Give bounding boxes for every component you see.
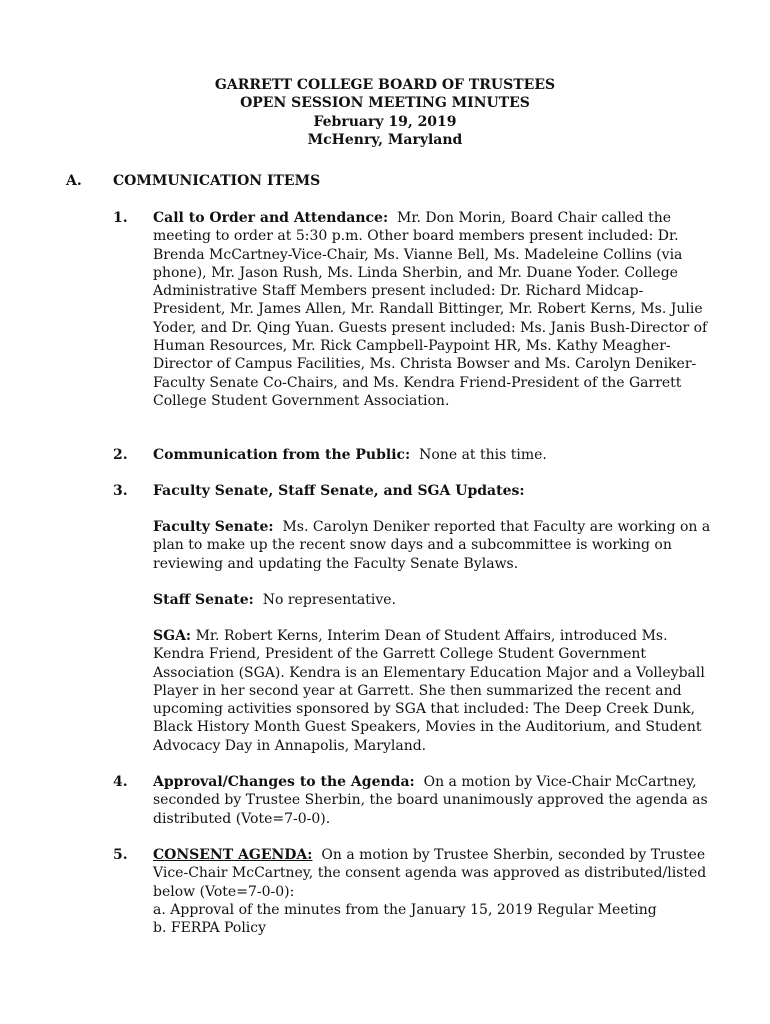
title-line-4: McHenry, Maryland <box>307 131 463 148</box>
item-number: 3. <box>113 483 128 499</box>
item-heading: CONSENT AGENDA: <box>153 847 313 863</box>
item-communication-public <box>153 446 713 464</box>
sub-heading: SGA: <box>153 628 192 644</box>
title-line-2: OPEN SESSION MEETING MINUTES <box>240 95 530 112</box>
title-line-1: GARRETT COLLEGE BOARD OF TRUSTEES <box>214 77 556 93</box>
staff-senate-update <box>153 591 713 609</box>
item-number: 2. <box>113 447 128 463</box>
sub-text: No representative. <box>262 592 396 608</box>
item-text: On a motion by Trustee Sherbin, seconded by Trustee Vice-Chair McCartney, the consent agenda was approved as distributed/listed below (Vote=7-0-0): <box>153 847 707 900</box>
item-text: None at this time. <box>419 447 547 463</box>
item-heading: Approval/Changes to the Agenda: <box>153 774 415 790</box>
item-consent-agenda <box>153 846 713 937</box>
sub-text: Ms. Carolyn Deniker reported that Faculty are working on a plan to make up the recent snow days and a subcommittee is working on reviewing and updating the Faculty Senate Bylaws. <box>153 519 711 572</box>
item-text: On a motion by Vice-Chair McCartney, seconded by Trustee Sherbin, the board unanimously approved the agenda as distributed (Vote=7-0-0). <box>153 774 708 827</box>
consent-list-item: a. Approval of the minutes from the January 15, 2019 Regular Meeting <box>153 901 657 918</box>
sub-heading: Faculty Senate: <box>153 519 274 535</box>
item-number: 4. <box>113 774 128 790</box>
item-number: 5. <box>113 847 128 863</box>
sub-text: Mr. Robert Kerns, Interim Dean of Student Affairs, introduced Ms. Kendra Friend, President of the Garrett College Student Government Association (SGA). Kendra is an Elementary Education Major and a Volleyball Player in her second year at Garrett. She then summarized the recent and upcoming activities sponsored by SGA that included: The Deep Creek Dunk, Black History Month Guest Speakers, Movies in the Auditorium, and Student Advocacy Day in Annapolis, Maryland. <box>153 628 705 754</box>
item-agenda-approval <box>153 773 713 828</box>
item-heading: Faculty Senate, Staff Senate, and SGA Updates: <box>153 483 525 499</box>
item-heading: Call to Order and Attendance: <box>153 210 389 226</box>
title-line-3: February 19, 2019 <box>313 113 457 130</box>
section-title: COMMUNICATION ITEMS <box>113 173 321 189</box>
sub-heading: Staff Senate: <box>153 592 254 608</box>
item-heading: Communication from the Public: <box>153 447 411 463</box>
item-text: Mr. Don Morin, Board Chair called the meeting to order at 5:30 p.m. Other board members present included: Dr. Brenda McCartney-Vice-Chair, Ms. Vianne Bell, Ms. Madeleine Collins (via phone), Mr. Jason Rush, Ms. Linda Sherbin, and Mr. Duane Yoder. College Administrative Staff Members present included: Dr. Richard Midcap-President, Mr. James Allen, Mr. Randall Bittinger, Mr. Robert Kerns, Ms. Julie Yoder, and Dr. Qing Yuan. Guests present included: Ms. Janis Bush-Director of Human Resources, Mr. Rick Campbell-Paypoint HR, Ms. Kathy Meagher-Director of Campus Facilities, Ms. Christa Bowser and Ms. Carolyn Deniker-Faculty Senate Co-Chairs, and Ms. Kendra Friend-President of the Garrett College Student Government Association. <box>153 210 708 409</box>
item-number: 1. <box>113 210 128 226</box>
sga-update <box>153 627 713 755</box>
consent-list-item: b. FERPA Policy <box>153 920 267 937</box>
section-letter: A. <box>66 173 82 189</box>
item-call-to-order <box>153 209 713 410</box>
document-title <box>0 76 770 149</box>
faculty-senate-update <box>153 518 713 573</box>
